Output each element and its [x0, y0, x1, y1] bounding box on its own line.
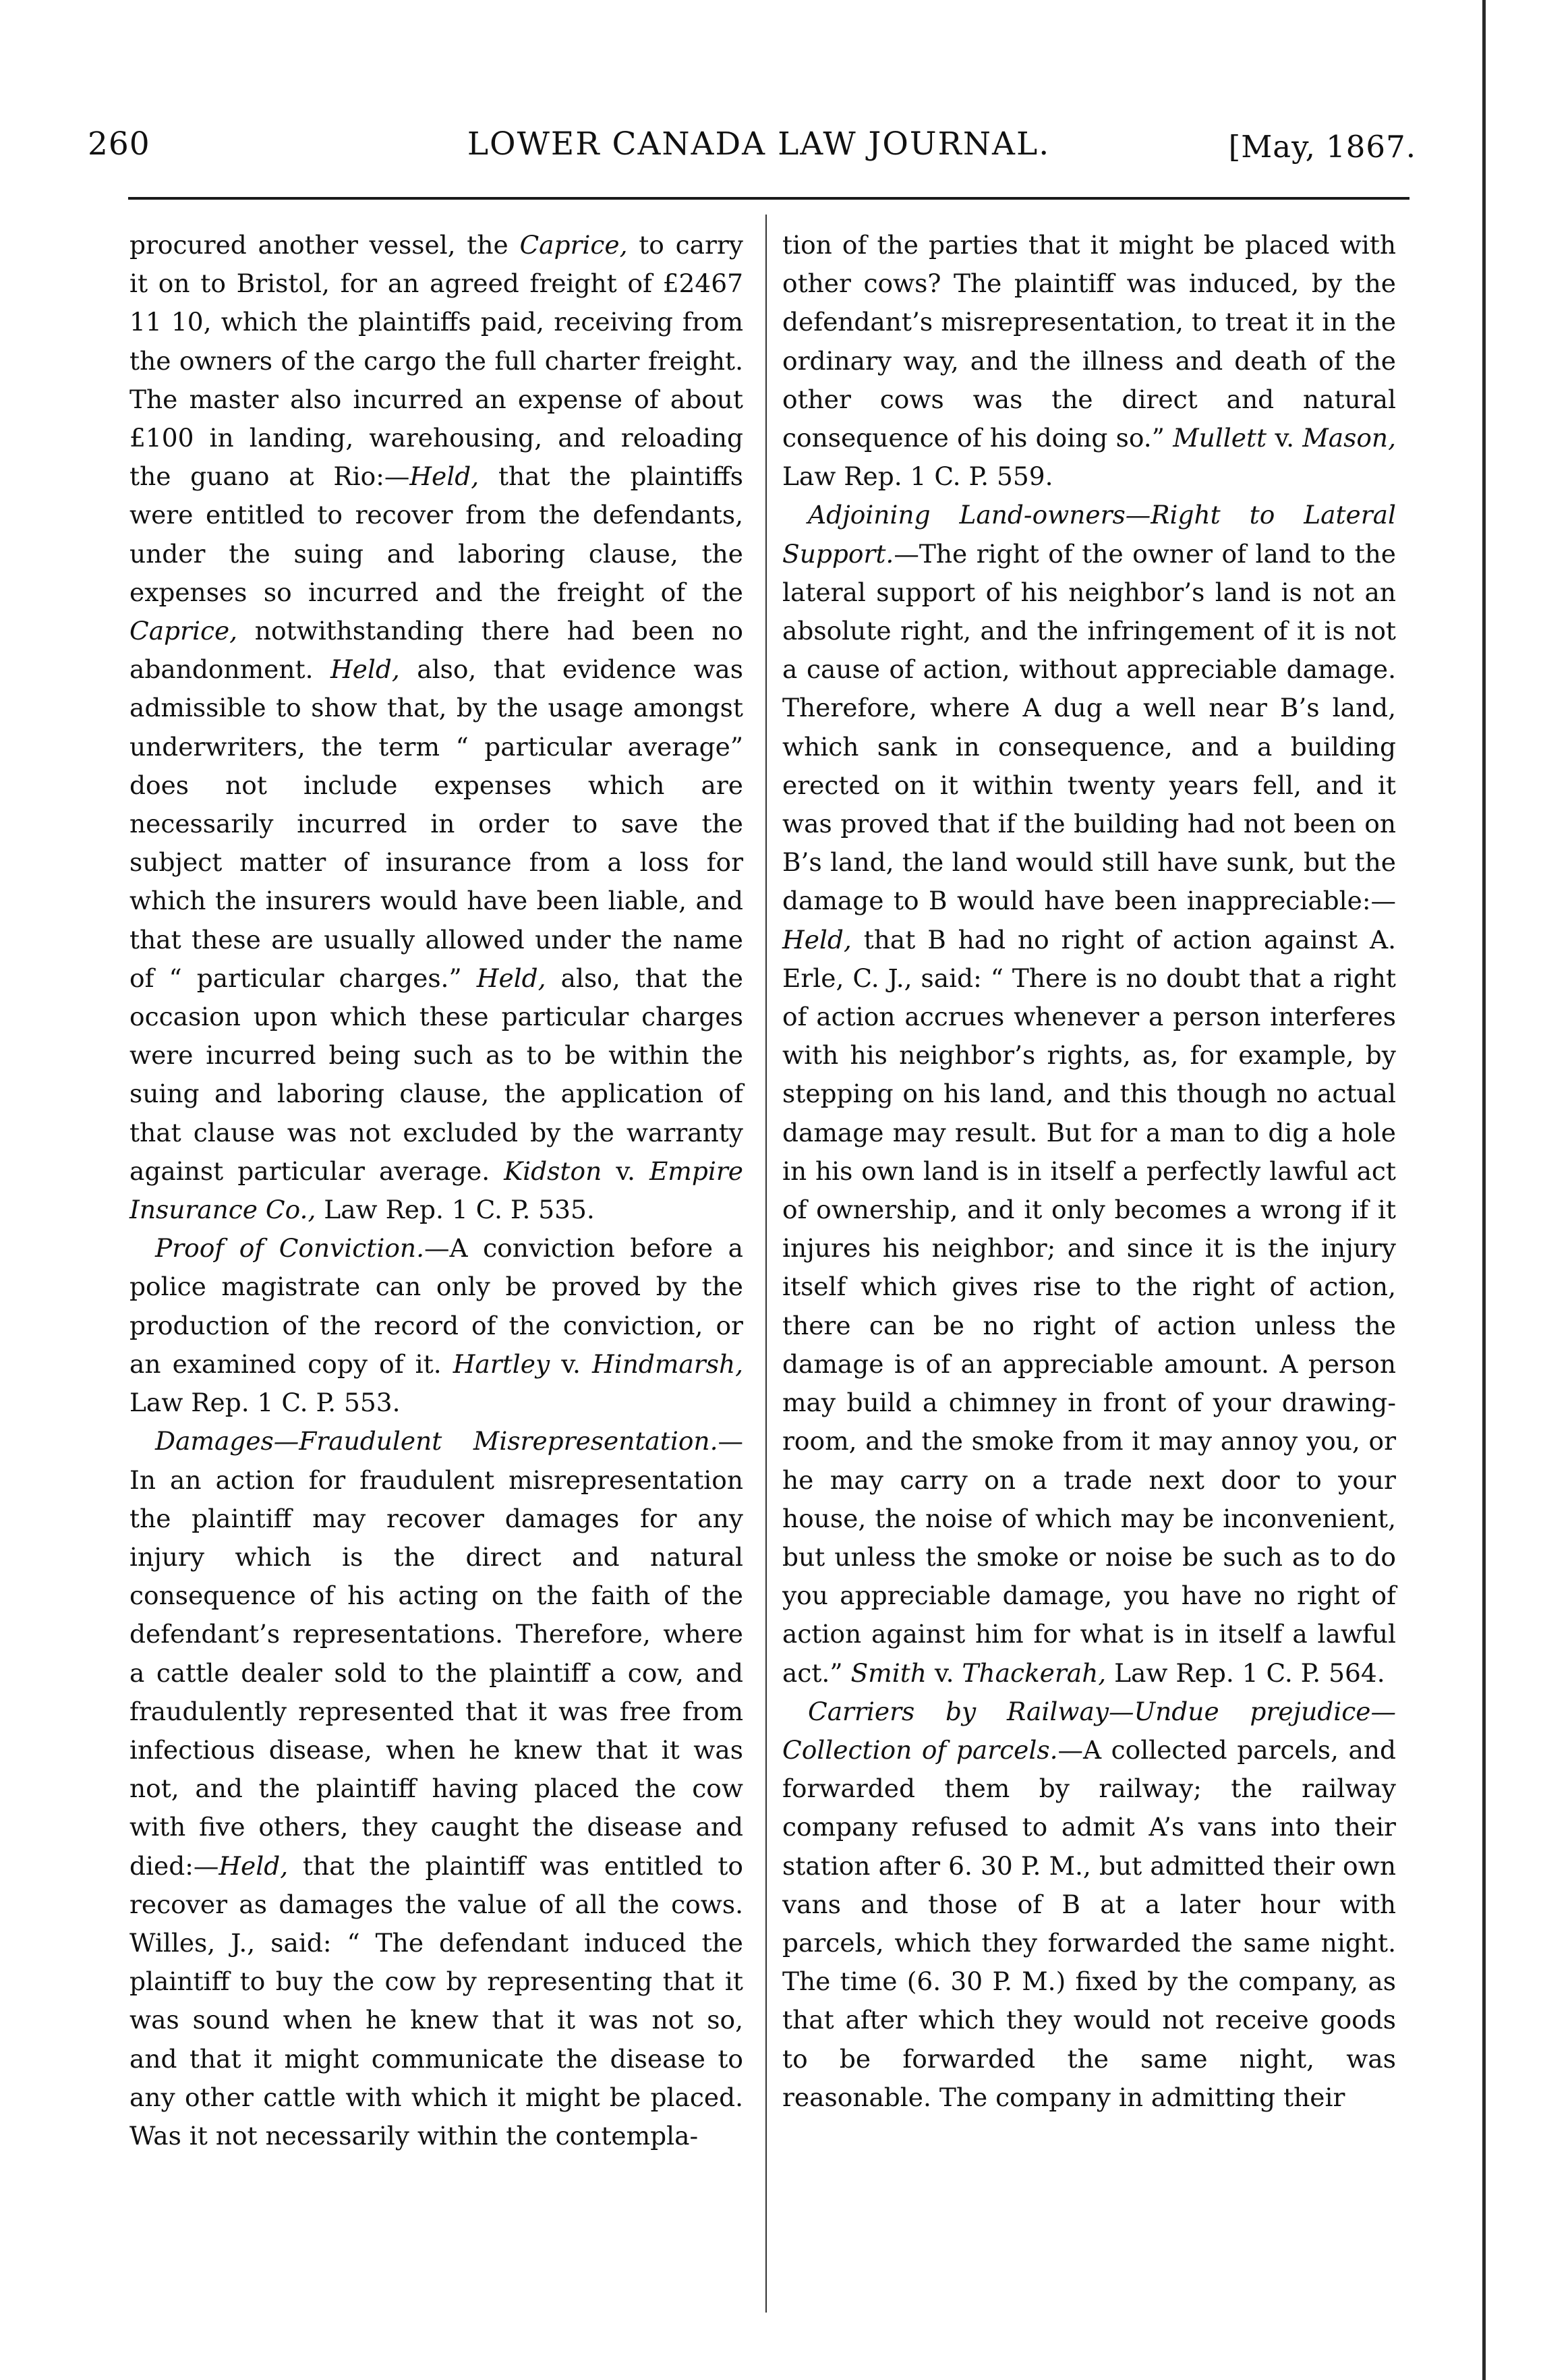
- case-name: Thackerah,: [962, 1658, 1107, 1688]
- section-heading: Adjoining Land-owners—Right to Lateral Support.: [782, 500, 1396, 569]
- right-column: [782, 226, 1396, 2117]
- case-name: Hartley: [453, 1349, 550, 1379]
- section-heading: Proof of Conviction.: [155, 1233, 425, 1264]
- case-name: Empire Insurance Co.,: [129, 1156, 743, 1225]
- header-rule: [128, 197, 1409, 200]
- text-run: that the plaintiffs were entitled to recover from the defendants, under the suing and laboring clause, the expenses so incurred and the freight of the: [129, 461, 743, 607]
- left-column: [129, 226, 743, 2155]
- text-run: tion of the parties that it might be placed with other cows? The plaintiff was induced, by the defendant’s misrepresentation, to treat it in the ordinary way, and the illness and death of the other cows was the direct and natural consequence of his doing so.”: [782, 230, 1396, 453]
- column-divider: [765, 215, 767, 2313]
- text-run: procured another vessel, the: [129, 230, 520, 260]
- text-run: also, that evidence was admissible to show that, by the usage amongst underwriters, the term “ particular average” does not include expenses which are necessarily incurred in order to save the subject matter of insurance from a loss for which the insurers would have been liable, and that these are usually allowed under the name of “ particular charges.”: [129, 654, 743, 993]
- page-number: 260: [88, 125, 150, 163]
- case-name: Kidston: [504, 1156, 602, 1186]
- italic-run: Held,: [476, 963, 546, 993]
- text-run: v.: [926, 1658, 962, 1688]
- page-edge-line: [1482, 0, 1486, 2380]
- case-name: Mason,: [1302, 423, 1397, 453]
- page-header: [88, 125, 1430, 179]
- italic-run: Caprice,: [519, 230, 628, 260]
- text-run: v.: [602, 1156, 649, 1186]
- text-run: —The right of the owner of land to the lateral support of his neighbor’s land is not an absolute right, and the infringement of it is not a cause of action, without appreciable damage. Therefore, where A dug a well near B’s land, which sank in consequence, and a building erected on it within twenty years fell, and it was proved that if the building had not been on B’s land, the land would still have sunk, but the damage to B would have been inappreciable:—: [782, 538, 1396, 916]
- section-heading: Damages—Fraudulent Misrepresentation.: [155, 1426, 718, 1456]
- text-run: v.: [550, 1349, 592, 1379]
- paragraph-carriers-by-railway: [782, 1693, 1396, 2117]
- case-name: Smith: [850, 1658, 927, 1688]
- italic-run: Held,: [782, 924, 852, 955]
- paragraph-lateral-support: [782, 496, 1396, 1692]
- text-run: to carry it on to Bristol, for an agreed freight of £2467 11 10, which the plaintiffs paid, receiving from the owners of the cargo the full charter freight. The master also incurred an expense of about £100 in landing, warehousing, and reloading the guano at Rio:—: [129, 230, 743, 492]
- text-run: also, that the occasion upon which these particular charges were incurred being such as to be within the suing and laboring clause, the application of that clause was not excluded by the warranty against particular average.: [129, 963, 744, 1186]
- citation: Law Rep. 1 C. P. 535.: [316, 1195, 595, 1225]
- italic-run: Caprice,: [129, 616, 238, 646]
- citation: Law Rep. 1 C. P. 553.: [129, 1388, 401, 1418]
- paragraph-mullett: [782, 226, 1396, 496]
- citation: Law Rep. 1 C. P. 564.: [1106, 1658, 1385, 1688]
- text-run: notwithstanding there had been no abandonment.: [129, 616, 743, 685]
- paragraph-damages-misrepresentation: [129, 1422, 743, 2155]
- case-name: Hindmarsh,: [592, 1349, 744, 1379]
- issue-date: [May, 1867.: [1228, 129, 1416, 165]
- text-run: that B had no right of action against A. Erle, C. J., said: “ There is no doubt that a right of action accrues whenever a person interferes with his neighbor’s rights, as, for example, by stepping on his land, and this though no actual damage may result. But for a man to dig a hole in his own land is in itself a perfectly lawful act of ownership, and it only becomes a wrong if it injures his neighbor; and since it is the injury itself which gives rise to the right of action, there can be no right of action unless the damage is of an appreciable amount. A person may build a chimney in front of your drawing-room, and the smoke from it may annoy you, or he may carry on a trade next door to your house, the noise of which may be inconvenient, but unless the smoke or noise be such as to do you appreciable damage, you have no right of action against him for what is in itself a lawful act.”: [782, 924, 1396, 1688]
- section-heading: Carriers by Railway—Undue prejudice—Collection of parcels.: [782, 1696, 1396, 1765]
- paragraph-proof-of-conviction: [129, 1229, 743, 1422]
- italic-run: Held,: [330, 654, 400, 685]
- italic-run: Held,: [409, 461, 479, 492]
- case-name: Mullett: [1173, 423, 1267, 453]
- text-run: — In an action for fraudulent misrepresentation the plaintiff may recover damages for any injury which is the direct and natural consequence of his acting on the faith of the defendant’s representations. Therefore, where a cattle dealer sold to the plaintiff a cow, and fraudulently represented that it was free from infectious disease, when he knew that it was not, and the plaintiff having placed the cow with five others, they caught the disease and died:—: [129, 1426, 743, 1881]
- journal-title: LOWER CANADA LAW JOURNAL.: [467, 125, 1051, 163]
- citation: Law Rep. 1 C. P. 559.: [782, 461, 1053, 492]
- text-run: —A conviction before a police magistrate can only be proved by the production of the record of the conviction, or an examined copy of it.: [129, 1233, 743, 1379]
- text-run: —A collected parcels, and forwarded them by railway; the railway company refused to admit A’s vans into their station after 6. 30 P. M., but admitted their own vans and those of B at a later hour with parcels, which they forwarded the same night. The time (6. 30 P. M.) fixed by the company, as that after which they would not receive goods to be forwarded the same night, was reasonable. The company in admitting their: [782, 1734, 1396, 2112]
- paragraph-kidston: [129, 226, 743, 1229]
- italic-run: Held,: [219, 1850, 289, 1881]
- text-run: v.: [1267, 423, 1303, 453]
- text-run: that the plaintiff was entitled to recover as damages the value of all the cows. Willes, J., said: “ The defendant induced the plaintiff to buy the cow by representing that it was sound when he knew that it was not so, and that it might communicate the disease to any other cattle with which it might be placed. Was it not necessarily within the contempla-: [129, 1850, 743, 2151]
